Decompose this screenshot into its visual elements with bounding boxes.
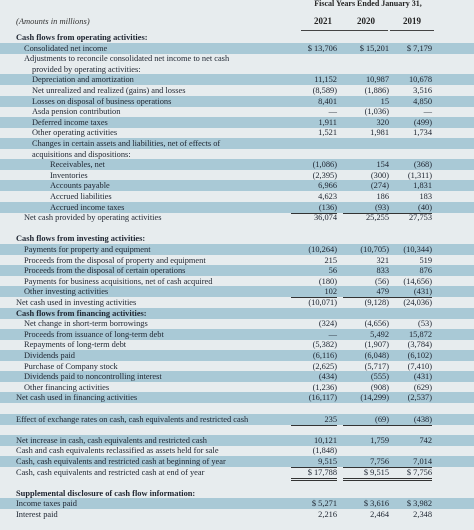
row-value-2021: $ 5,271 <box>311 499 337 509</box>
row-label: Dividends paid <box>24 351 75 360</box>
row-label: Other investing activities <box>24 287 109 297</box>
row-label: Other financing activities <box>24 382 110 392</box>
row-value-2021: 8,401 <box>318 96 337 106</box>
row-value-2019: (40) <box>386 202 432 214</box>
row-value-2019: 1,831 <box>413 181 432 191</box>
row-value-2020: 10,987 <box>365 75 389 85</box>
row-label: Cash flows from investing activities: <box>16 234 146 244</box>
row-value-2019: 27,753 <box>408 213 432 223</box>
year-header-2021: 2021 <box>314 16 332 26</box>
statement-row <box>0 435 474 446</box>
statement-row <box>0 456 474 467</box>
row-value-2019: 10,678 <box>408 75 432 85</box>
statement-row <box>0 170 474 181</box>
row-label: Accrued income taxes <box>50 202 125 212</box>
statement-row <box>0 477 474 488</box>
statement-row <box>0 467 474 478</box>
row-value-2020: 5,492 <box>370 329 389 339</box>
row-value-2020: (5,717) <box>364 361 389 371</box>
row-value-2019: (2,537) <box>407 393 432 403</box>
row-value-2020: (1,907) <box>364 340 389 350</box>
row-value-2019: 4,850 <box>413 96 432 106</box>
row-value-2019: (10,344) <box>403 245 432 254</box>
row-value-2019: (431) <box>413 372 432 382</box>
year-rule <box>301 30 345 31</box>
row-label: Net change in short-term borrowings <box>24 319 148 329</box>
row-value-2020: (10,705) <box>360 245 389 254</box>
row-value-2021: (10,264) <box>308 245 337 254</box>
row-label: Net cash used in investing activities <box>16 298 137 307</box>
row-value-2021: 235 <box>291 414 337 426</box>
row-label: Supplemental disclosure of cash flow information: <box>16 488 196 498</box>
statement-row <box>0 329 474 340</box>
row-value-2020: (300) <box>370 170 389 180</box>
statement-row <box>0 392 474 403</box>
row-value-2021: (180) <box>318 276 337 286</box>
row-value-2019: $ 7,179 <box>406 43 432 53</box>
row-value-2021: (5,382) <box>312 340 337 350</box>
row-label: acquisitions and dispositions: <box>32 149 131 159</box>
row-value-2019: 519 <box>419 255 432 265</box>
row-value-2020: (555) <box>370 372 389 382</box>
row-value-2021: (434) <box>318 372 337 382</box>
row-value-2019: (24,036) <box>403 298 432 307</box>
statement-row <box>0 96 474 107</box>
statement-row <box>0 371 474 382</box>
statement-row <box>0 350 474 361</box>
statement-row <box>0 297 474 308</box>
statement-row <box>0 149 474 160</box>
row-label: Proceeds from the disposal of property and equipment <box>24 255 206 265</box>
row-label: Adjustments to reconcile consolidated net income to net cash <box>24 54 230 64</box>
row-value-2020: 321 <box>376 255 389 265</box>
row-value-2020: (93) <box>343 202 389 214</box>
row-value-2021: (8,589) <box>312 86 337 95</box>
row-value-2021: (1,236) <box>291 382 337 394</box>
statement-row <box>0 191 474 202</box>
row-label: Cash flows from operating activities: <box>16 33 148 42</box>
year-header-2020: 2020 <box>357 16 375 26</box>
row-value-2019: — <box>423 107 432 117</box>
row-value-2021: $ 17,788 <box>291 467 337 481</box>
row-value-2020: (14,299) <box>360 393 389 403</box>
row-value-2019: 1,734 <box>413 128 432 138</box>
row-label: Depreciation and amortization <box>32 75 134 85</box>
row-label: Proceeds from issuance of long-term debt <box>24 329 164 339</box>
statement-row <box>0 32 474 43</box>
row-label: Accrued liabilities <box>50 192 112 201</box>
row-label: provided by operating activities: <box>32 64 141 74</box>
row-label: Net increase in cash, cash equivalents and restricted cash <box>16 435 207 445</box>
row-value-2020: $ 3,616 <box>363 499 389 509</box>
row-value-2021: (324) <box>318 319 337 329</box>
row-label: Accounts payable <box>50 181 110 191</box>
row-value-2019: (629) <box>386 382 432 394</box>
row-label: Payments for business acquisitions, net of cash acquired <box>24 276 213 286</box>
row-label: Net cash used in financing activities <box>16 393 138 403</box>
row-label: Cash flows from financing activities: <box>16 308 147 318</box>
row-value-2019: $ 7,756 <box>386 467 432 481</box>
row-label: Interest paid <box>16 510 58 519</box>
statement-row <box>0 445 474 456</box>
row-value-2019: (14,656) <box>403 276 432 286</box>
statement-row <box>0 498 474 509</box>
row-value-2020: 7,756 <box>343 456 389 468</box>
statement-row <box>0 414 474 425</box>
row-label: Deferred income taxes <box>32 117 108 127</box>
statement-row <box>0 403 474 414</box>
row-value-2020: (1,886) <box>364 86 389 95</box>
row-value-2020: 154 <box>376 160 389 170</box>
row-value-2021: 102 <box>291 286 337 298</box>
year-rule <box>390 30 434 31</box>
statement-row <box>0 244 474 255</box>
row-value-2021: (1,848) <box>312 446 337 456</box>
statement-row <box>0 361 474 372</box>
statement-row <box>0 233 474 244</box>
statement-row <box>0 509 474 520</box>
statement-row <box>0 286 474 297</box>
row-value-2021: (16,117) <box>308 393 337 403</box>
unit-note: (Amounts in millions) <box>16 16 90 26</box>
row-value-2019: (438) <box>386 414 432 426</box>
row-value-2019: (6,102) <box>407 351 432 360</box>
statement-row <box>0 276 474 287</box>
row-value-2019: 7,014 <box>386 456 432 468</box>
row-value-2019: 3,516 <box>413 86 432 95</box>
statement-row <box>0 318 474 329</box>
row-value-2020: (908) <box>343 382 389 394</box>
row-value-2021: (2,625) <box>312 361 337 371</box>
statement-row <box>0 74 474 85</box>
statement-row <box>0 202 474 213</box>
row-label: Income taxes paid <box>16 499 77 509</box>
row-value-2021: 1,521 <box>318 128 337 138</box>
row-value-2021: — <box>328 107 337 117</box>
row-value-2021: 9,515 <box>291 456 337 468</box>
statement-row <box>0 53 474 64</box>
row-value-2020: (4,656) <box>364 319 389 329</box>
statement-row <box>0 85 474 96</box>
row-label: Repayments of long-term debt <box>24 340 127 350</box>
row-value-2021: 6,966 <box>318 181 337 191</box>
statement-row <box>0 488 474 499</box>
row-value-2020: (1,036) <box>364 107 389 117</box>
row-value-2021: (6,116) <box>312 351 337 360</box>
statement-row <box>0 339 474 350</box>
statement-row <box>0 127 474 138</box>
row-label: Other operating activities <box>32 128 118 138</box>
statement-row <box>0 424 474 435</box>
column-header-row <box>0 11 474 31</box>
row-value-2020: (56) <box>375 276 389 286</box>
row-value-2021: (1,086) <box>312 160 337 170</box>
row-value-2021: $ 13,706 <box>307 43 337 53</box>
row-value-2021: 4,623 <box>318 192 337 201</box>
row-value-2021: 10,121 <box>313 435 337 445</box>
row-value-2019: (431) <box>386 286 432 298</box>
row-value-2021: 56 <box>328 266 337 276</box>
row-value-2019: 742 <box>419 435 432 445</box>
row-value-2019: 183 <box>419 192 432 201</box>
row-value-2020: $ 9,515 <box>343 467 389 481</box>
row-value-2021: 36,074 <box>313 213 337 223</box>
row-label: Changes in certain assets and liabilities, net of effects of <box>32 139 221 148</box>
row-value-2020: 2,464 <box>370 510 389 519</box>
statement-row <box>0 117 474 128</box>
row-value-2020: 833 <box>376 266 389 276</box>
row-value-2019: 2,348 <box>413 510 432 519</box>
row-value-2021: 2,216 <box>318 510 337 519</box>
row-label: Purchase of Company stock <box>24 361 118 371</box>
row-value-2020: 25,255 <box>365 213 389 223</box>
statement-row <box>0 64 474 75</box>
statement-row <box>0 382 474 393</box>
row-value-2019: (1,311) <box>407 170 432 180</box>
statement-row <box>0 159 474 170</box>
statement-row <box>0 106 474 117</box>
row-label: Proceeds from the disposal of certain operations <box>24 266 186 276</box>
statement-row <box>0 212 474 223</box>
year-rule <box>344 30 388 31</box>
row-value-2021: 215 <box>324 255 337 265</box>
row-value-2019: 15,872 <box>408 329 432 339</box>
row-label: Consolidated net income <box>24 43 108 53</box>
row-value-2019: (7,410) <box>407 361 432 371</box>
statement-row <box>0 43 474 54</box>
row-label: Dividends paid to noncontrolling interest <box>24 372 162 382</box>
row-value-2021: 11,152 <box>314 75 337 85</box>
row-value-2020: 1,981 <box>370 128 389 138</box>
row-value-2020: 479 <box>343 286 389 298</box>
row-value-2020: 320 <box>376 117 389 127</box>
statement-row <box>0 180 474 191</box>
row-value-2020: (6,048) <box>364 351 389 360</box>
statement-row <box>0 265 474 276</box>
row-label: Effect of exchange rates on cash, cash equivalents and restricted cash <box>16 414 249 424</box>
row-label: Net cash provided by operating activities <box>24 213 162 223</box>
year-header-2019: 2019 <box>403 16 421 26</box>
row-label: Payments for property and equipment <box>24 245 151 254</box>
row-value-2019: $ 3,982 <box>406 499 432 509</box>
statement-row <box>0 223 474 234</box>
row-value-2020: 15 <box>380 96 389 106</box>
statement-row <box>0 255 474 266</box>
row-value-2019: (368) <box>413 160 432 170</box>
row-value-2019: (499) <box>413 117 432 127</box>
statement-row <box>0 138 474 149</box>
row-value-2019: 876 <box>419 266 432 276</box>
statement-row <box>0 308 474 319</box>
row-value-2021: — <box>328 329 337 339</box>
row-value-2021: (10,071) <box>308 298 337 307</box>
row-label: Cash and cash equivalents reclassified as assets held for sale <box>16 446 219 456</box>
row-label: Cash, cash equivalents and restricted cash at beginning of year <box>16 457 226 466</box>
row-value-2020: (69) <box>343 414 389 426</box>
row-label: Receivables, net <box>50 160 105 170</box>
fiscal-years-caption: Fiscal Years Ended January 31, <box>314 0 422 8</box>
row-value-2021: 1,911 <box>318 117 337 127</box>
row-value-2021: (2,395) <box>312 170 337 180</box>
row-label: Cash, cash equivalents and restricted cash at end of year <box>16 467 205 477</box>
row-value-2020: $ 15,201 <box>359 43 389 53</box>
row-value-2020: (9,128) <box>364 298 389 307</box>
row-label: Losses on disposal of business operations <box>32 96 172 106</box>
row-value-2021: (136) <box>291 202 337 214</box>
row-label: Net unrealized and realized (gains) and losses <box>32 86 186 95</box>
row-value-2020: 1,759 <box>370 435 389 445</box>
row-value-2020: 186 <box>376 192 389 201</box>
row-label: Asda pension contribution <box>32 107 121 117</box>
row-value-2020: (274) <box>370 181 389 191</box>
row-label: Inventories <box>50 170 88 180</box>
row-value-2019: (3,784) <box>407 340 432 350</box>
row-value-2019: (53) <box>418 319 432 329</box>
